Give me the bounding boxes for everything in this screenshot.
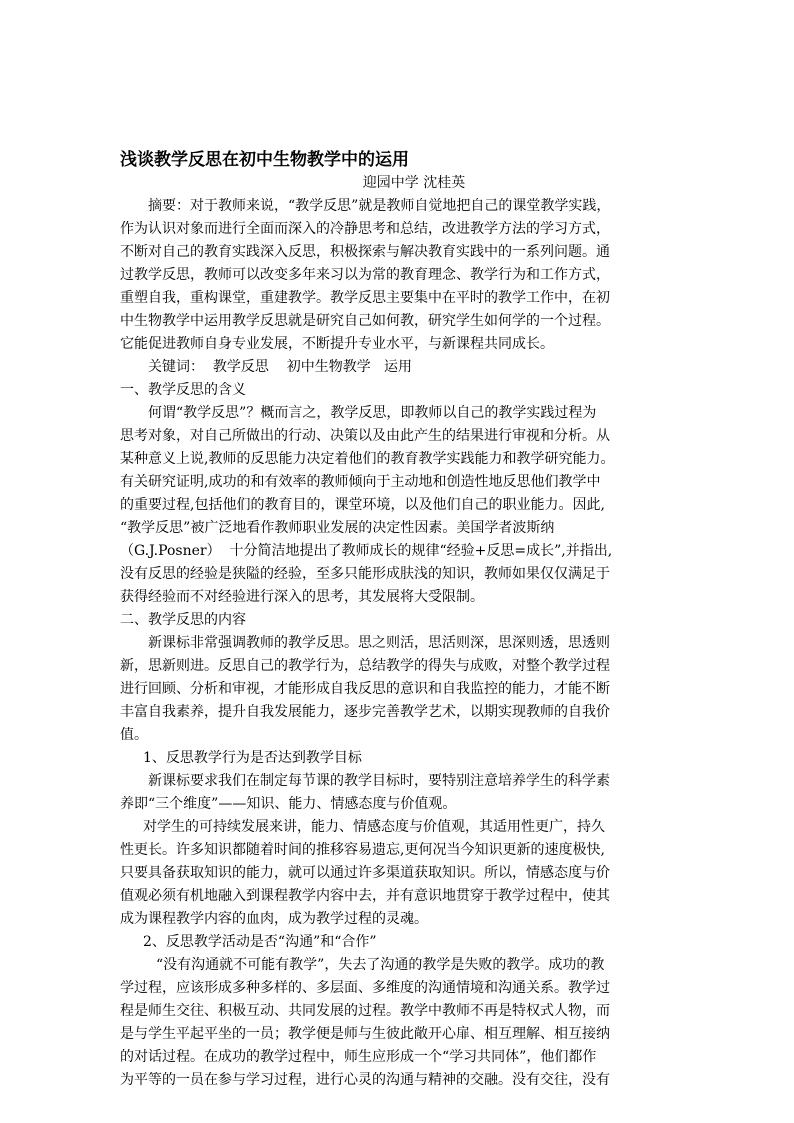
abstract-line: 作为认识对象而进行全面而深入的冷静思考和总结，改进教学方法的学习方式， — [120, 221, 610, 237]
paragraph-line: 的对话过程。在成功的教学过程中，师生应形成一个“学习共同体”，他们都作 — [120, 1049, 597, 1065]
subsection-heading: 2、反思教学活动是否“沟通”和“合作” — [143, 934, 377, 950]
paragraph-line: 何谓“教学反思”？概而言之，教学反思，即教师以自己的教学实践过程为 — [148, 405, 597, 421]
paragraph-line: 思考对象，对自己所做出的行动、决策以及由此产生的结果进行审视和分析。从 — [120, 428, 610, 444]
section-heading: 二、教学反思的内容 — [120, 612, 246, 628]
paragraph-line: 养即“三个维度”——知识、能力、情感态度与价值观。 — [120, 796, 457, 812]
paragraph-line: 新课标要求我们在制定每节课的教学目标时，要特别注意培养学生的科学素 — [148, 773, 610, 789]
keywords-line: 关键词： 教学反思 初中生物教学 运用 — [148, 359, 413, 375]
paragraph-line: 的重要过程,包括他们的教育目的，课堂环境，以及他们自己的职业能力。因此, — [120, 497, 605, 513]
paragraph-line: 是与学生平起平坐的一员；教学便是师与生彼此敞开心扉、相互理解、相互接纳 — [120, 1026, 610, 1042]
abstract-line: 不断对自己的教育实践深入反思，积极探索与解决教育实践中的一系列问题。通 — [120, 244, 610, 260]
paragraph-line: 新课标非常强调教师的教学反思。思之则活，思活则深，思深则透，思透则 — [148, 635, 610, 651]
section1-paragraph — [120, 402, 678, 609]
paragraph-line: 成为课程教学内容的血肉，成为教学过程的灵魂。 — [120, 911, 428, 927]
subsection-heading: 1、反思教学行为是否达到教学目标 — [143, 750, 362, 766]
paragraph-line: 丰富自我素养，提升自我发展能力，逐步完善教学艺术，以期实现教师的自我价 — [120, 704, 610, 720]
abstract-line: 过教学反思，教师可以改变多年来习以为常的教育理念、教学行为和工作方式， — [120, 267, 610, 283]
paragraph-line: “没有沟通就不可能有教学”，失去了沟通的教学是失败的教学。成功的教 — [156, 957, 605, 973]
abstract-line: 摘要：对于教师来说，“教学反思”就是教师自觉地把自己的课堂教学实践， — [148, 198, 611, 214]
subsection1-paragraph — [120, 770, 678, 816]
abstract-paragraph — [120, 195, 678, 356]
paragraph-line: 对学生的可持续发展来讲，能力、情感态度与价值观，其适用性更广，持久 — [143, 819, 605, 835]
paragraph-line: 程是师生交往、积极互动、共同发展的过程。教学中教师不再是特权式人物，而 — [120, 1003, 610, 1019]
paragraph-line: 进行回顾、分析和审视，才能形成自我反思的意识和自我监控的能力，才能不断 — [120, 681, 610, 697]
paragraph-line: 值。 — [120, 727, 148, 743]
abstract-line: 重塑自我，重构课堂，重建教学。教学反思主要集中在平时的教学工作中，在初 — [120, 290, 610, 306]
paragraph-line: 为平等的一员在参与学习过程，进行心灵的沟通与精神的交融。没有交往，没有 — [120, 1072, 610, 1088]
paragraph-line: 有关研究证明,成功的和有效率的教师倾向于主动地和创造性地反思他们教学中 — [120, 474, 601, 490]
paragraph-line: 性更长。许多知识都随着时间的推移容易遗忘,更何况当今知识更新的速度极快, — [120, 842, 605, 858]
paragraph-line: 获得经验而不对经验进行深入的思考，其发展将大受限制。 — [120, 589, 484, 605]
document-title: 浅谈教学反思在初中生物教学中的运用 — [120, 150, 409, 170]
author-line: 迎园中学 沈桂英 — [362, 175, 466, 191]
paragraph-line: 值观必须有机地融入到课程教学内容中去，并有意识地贯穿于教学过程中，使其 — [120, 888, 610, 904]
subsection1-paragraph — [120, 816, 678, 931]
paragraph-line: 只要具备获取知识的能力，就可以通过许多渠道获取知识。所以，情感态度与价 — [120, 865, 610, 881]
paragraph-line: 某种意义上说,教师的反思能力决定着他们的教育教学实践能力和教学研究能力。 — [120, 451, 615, 467]
document-page — [120, 148, 678, 1092]
subsection2-paragraph — [120, 954, 678, 1092]
section-heading: 一、教学反思的含义 — [120, 382, 246, 398]
paragraph-line: 学过程，应该形成多种多样的、多层面、多维度的沟通情境和沟通关系。教学过 — [120, 980, 610, 996]
abstract-line: 中生物教学中运用教学反思就是研究自己如何教，研究学生如何学的一个过程。 — [120, 313, 610, 329]
paragraph-line: 新，思新则进。反思自己的教学行为，总结教学的得失与成败，对整个教学过程 — [120, 658, 610, 674]
paragraph-line: 没有反思的经验是狭隘的经验，至多只能形成肤浅的知识，教师如果仅仅满足于 — [120, 566, 610, 582]
section2-intro-paragraph — [120, 632, 678, 747]
paragraph-line: （G.J.Posner） 十分简洁地提出了教师成长的规律“经验+反思=成长”,并指出, — [120, 543, 613, 559]
paragraph-line: “教学反思”被广泛地看作教师职业发展的决定性因素。美国学者波斯纳 — [120, 520, 555, 536]
abstract-line: 它能促进教师自身专业发展，不断提升专业水平，与新课程共同成长。 — [120, 336, 554, 352]
